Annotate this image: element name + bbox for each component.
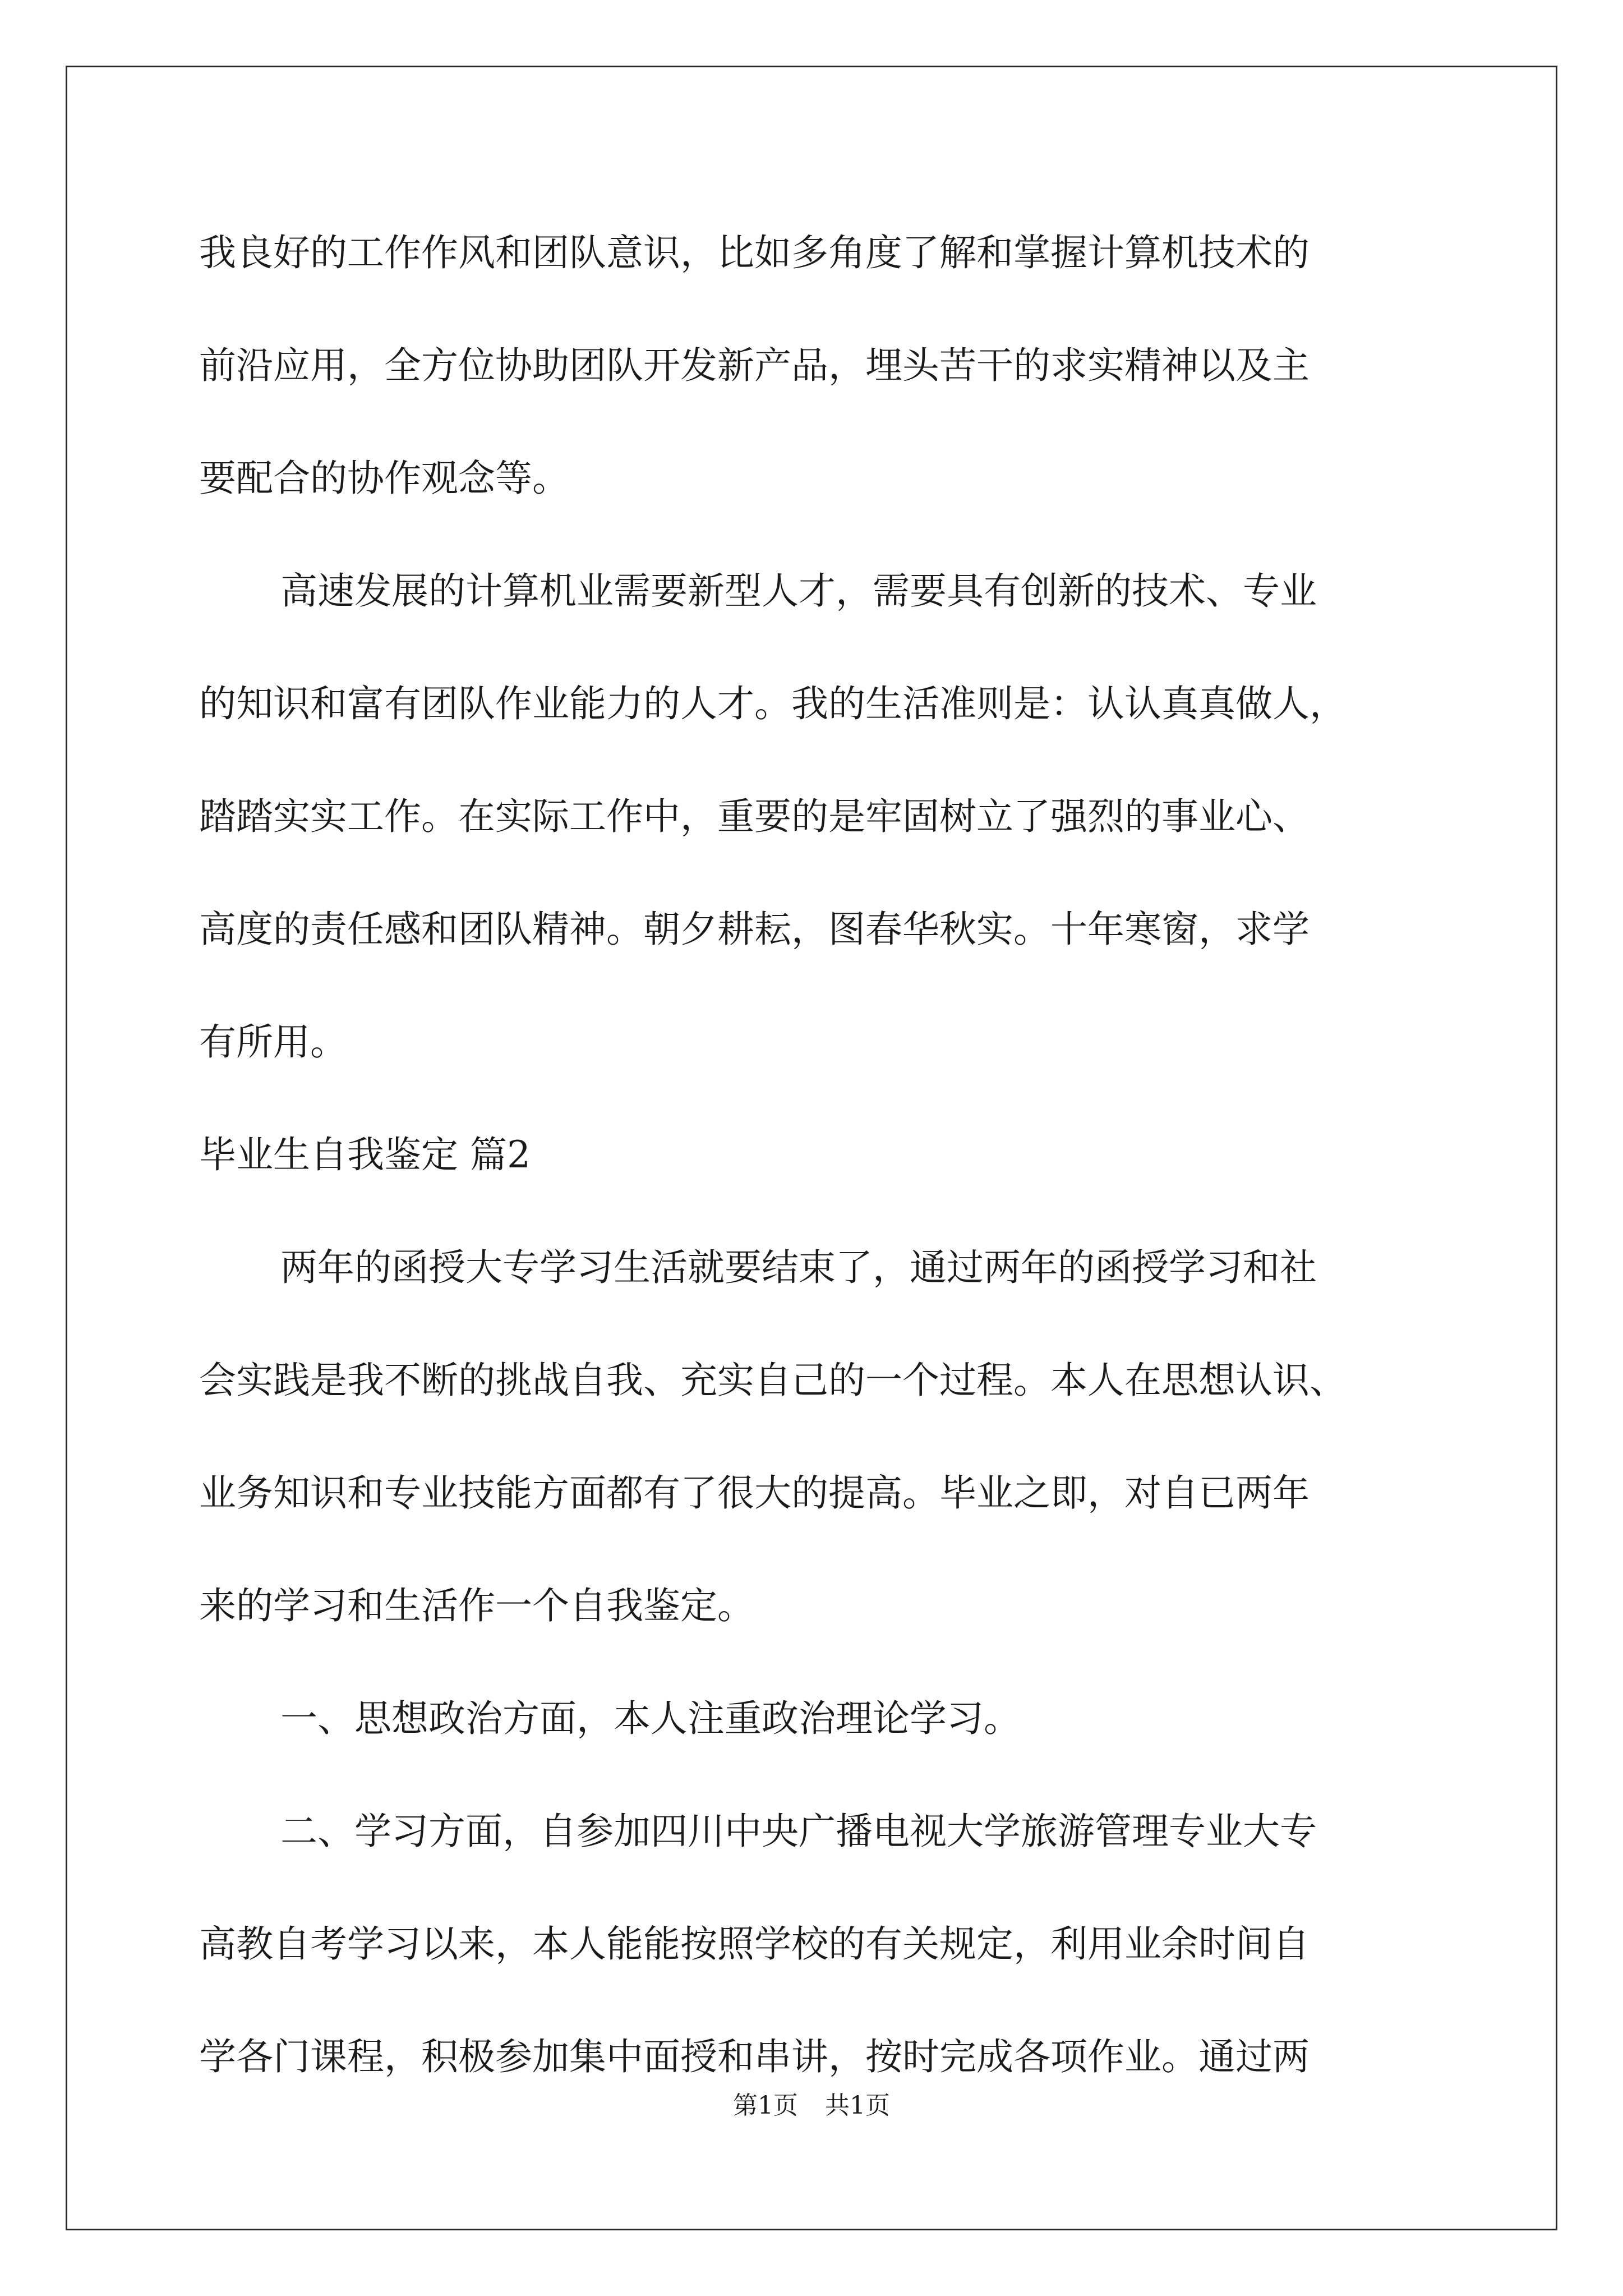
- paragraph-line: 二、学习方面，自参加四川中央广播电视大学旅游管理专业大专: [280, 1810, 1317, 1853]
- paragraph-line: 我良好的工作作风和团队意识，比如多角度了解和掌握计算机技术的: [199, 231, 1310, 274]
- paragraph-line: 业务知识和专业技能方面都有了很大的提高。毕业之即，对自已两年: [199, 1471, 1310, 1515]
- paragraph-line: 要配合的协作观念等。: [199, 457, 569, 500]
- paragraph-line: 高速发展的计算机业需要新型人才，需要具有创新的技术、专业: [280, 569, 1317, 613]
- page-number: 第1页: [733, 2091, 798, 2120]
- paragraph-line: 一、思想政治方面，本人注重政治理论学习。: [280, 1697, 1021, 1740]
- paragraph-line: 有所用。: [199, 1020, 347, 1064]
- paragraph-line: 两年的函授大专学习生活就要结束了，通过两年的函授学习和社: [280, 1246, 1317, 1289]
- paragraph-line: 高教自考学习以来，本人能能按照学校的有关规定，利用业余时间自: [199, 1922, 1310, 1966]
- section-heading: 毕业生自我鉴定 篇2: [199, 1133, 531, 1176]
- paragraph-line: 的知识和富有团队作业能力的人才。我的生活准则是：认认真真做人，: [199, 682, 1347, 725]
- page-footer: [0, 2089, 1623, 2123]
- page-total: 共1页: [825, 2091, 890, 2120]
- paragraph-line: 踏踏实实工作。在实际工作中，重要的是牢固树立了强烈的事业心、: [199, 795, 1310, 838]
- document-body: [199, 196, 1433, 2113]
- paragraph-line: 会实践是我不断的挑战自我、充实自己的一个过程。本人在思想认识、: [199, 1359, 1347, 1402]
- paragraph-line: 来的学习和生活作一个自我鉴定。: [199, 1584, 754, 1627]
- paragraph-line: 高度的责任感和团队精神。朝夕耕耘，图春华秋实。十年寒窗，求学: [199, 908, 1310, 951]
- paragraph-line: 前沿应用，全方位协助团队开发新产品，埋头苦干的求实精神以及主: [199, 344, 1310, 387]
- paragraph-line: 学各门课程，积极参加集中面授和串讲，按时完成各项作业。通过两: [199, 2035, 1310, 2078]
